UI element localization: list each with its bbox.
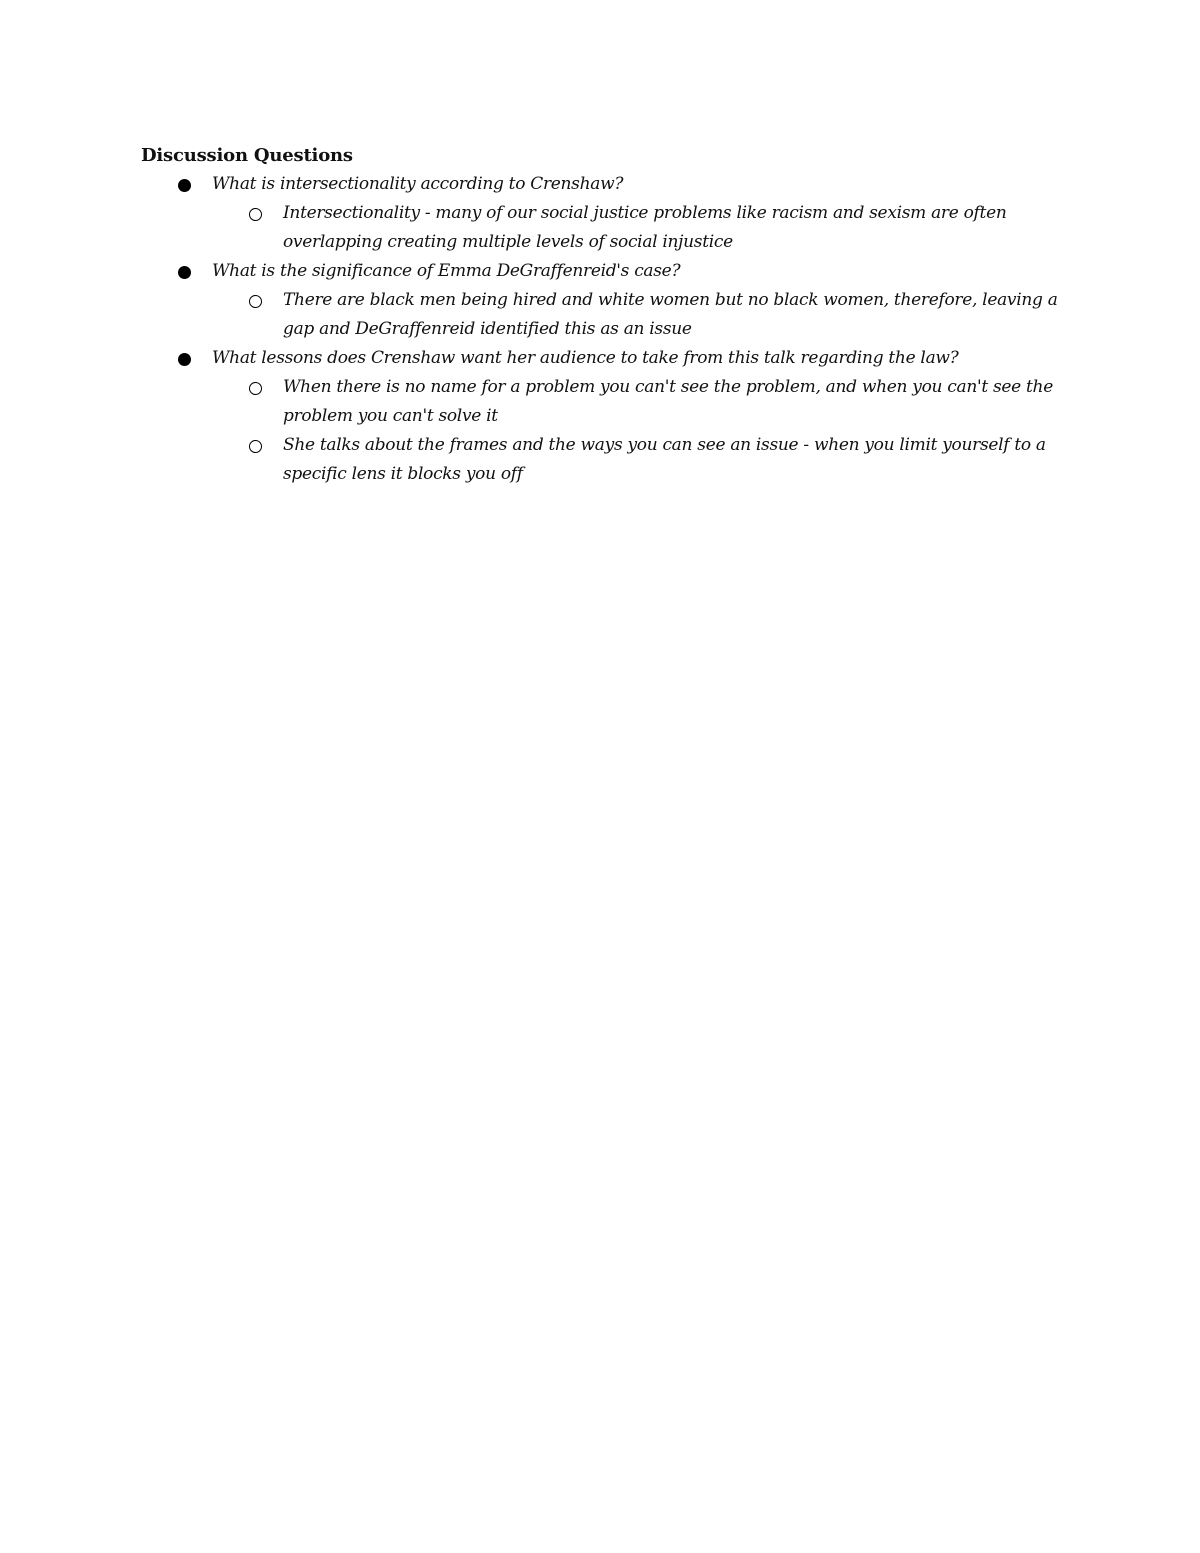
hollow-bullet-icon xyxy=(249,440,262,453)
filled-bullet-icon xyxy=(178,353,191,366)
question-text: What is intersectionality according to Crenshaw? xyxy=(212,174,624,194)
answer-text: She talks about the frames and the ways you can see an issue - when you limit yourself to a specific lens it blocks you off xyxy=(283,435,1046,484)
hollow-bullet-icon xyxy=(249,295,262,308)
answer-list xyxy=(212,373,1061,489)
question-item xyxy=(141,170,1061,257)
question-text: What is the significance of Emma DeGraffenreid's case? xyxy=(212,261,681,281)
answer-list xyxy=(212,286,1061,344)
answer-item xyxy=(212,431,1061,489)
question-item xyxy=(141,344,1061,489)
hollow-bullet-icon xyxy=(249,382,262,395)
answer-item xyxy=(212,286,1061,344)
answer-text: Intersectionality - many of our social justice problems like racism and sexism are often overlapping creating multiple levels of social injustice xyxy=(283,203,1007,252)
document-content xyxy=(141,141,1061,489)
answer-item xyxy=(212,373,1061,431)
filled-bullet-icon xyxy=(178,266,191,279)
question-list xyxy=(141,170,1061,489)
answer-list xyxy=(212,199,1061,257)
question-text: What lessons does Crenshaw want her audience to take from this talk regarding the law? xyxy=(212,348,959,368)
answer-item xyxy=(212,199,1061,257)
filled-bullet-icon xyxy=(178,179,191,192)
answer-text: There are black men being hired and white women but no black women, therefore, leaving a gap and DeGraffenreid identified this as an issue xyxy=(283,290,1058,339)
document-title: Discussion Questions xyxy=(141,145,353,166)
hollow-bullet-icon xyxy=(249,208,262,221)
question-item xyxy=(141,257,1061,344)
answer-text: When there is no name for a problem you can't see the problem, and when you can't see the problem you can't solve it xyxy=(283,377,1053,426)
